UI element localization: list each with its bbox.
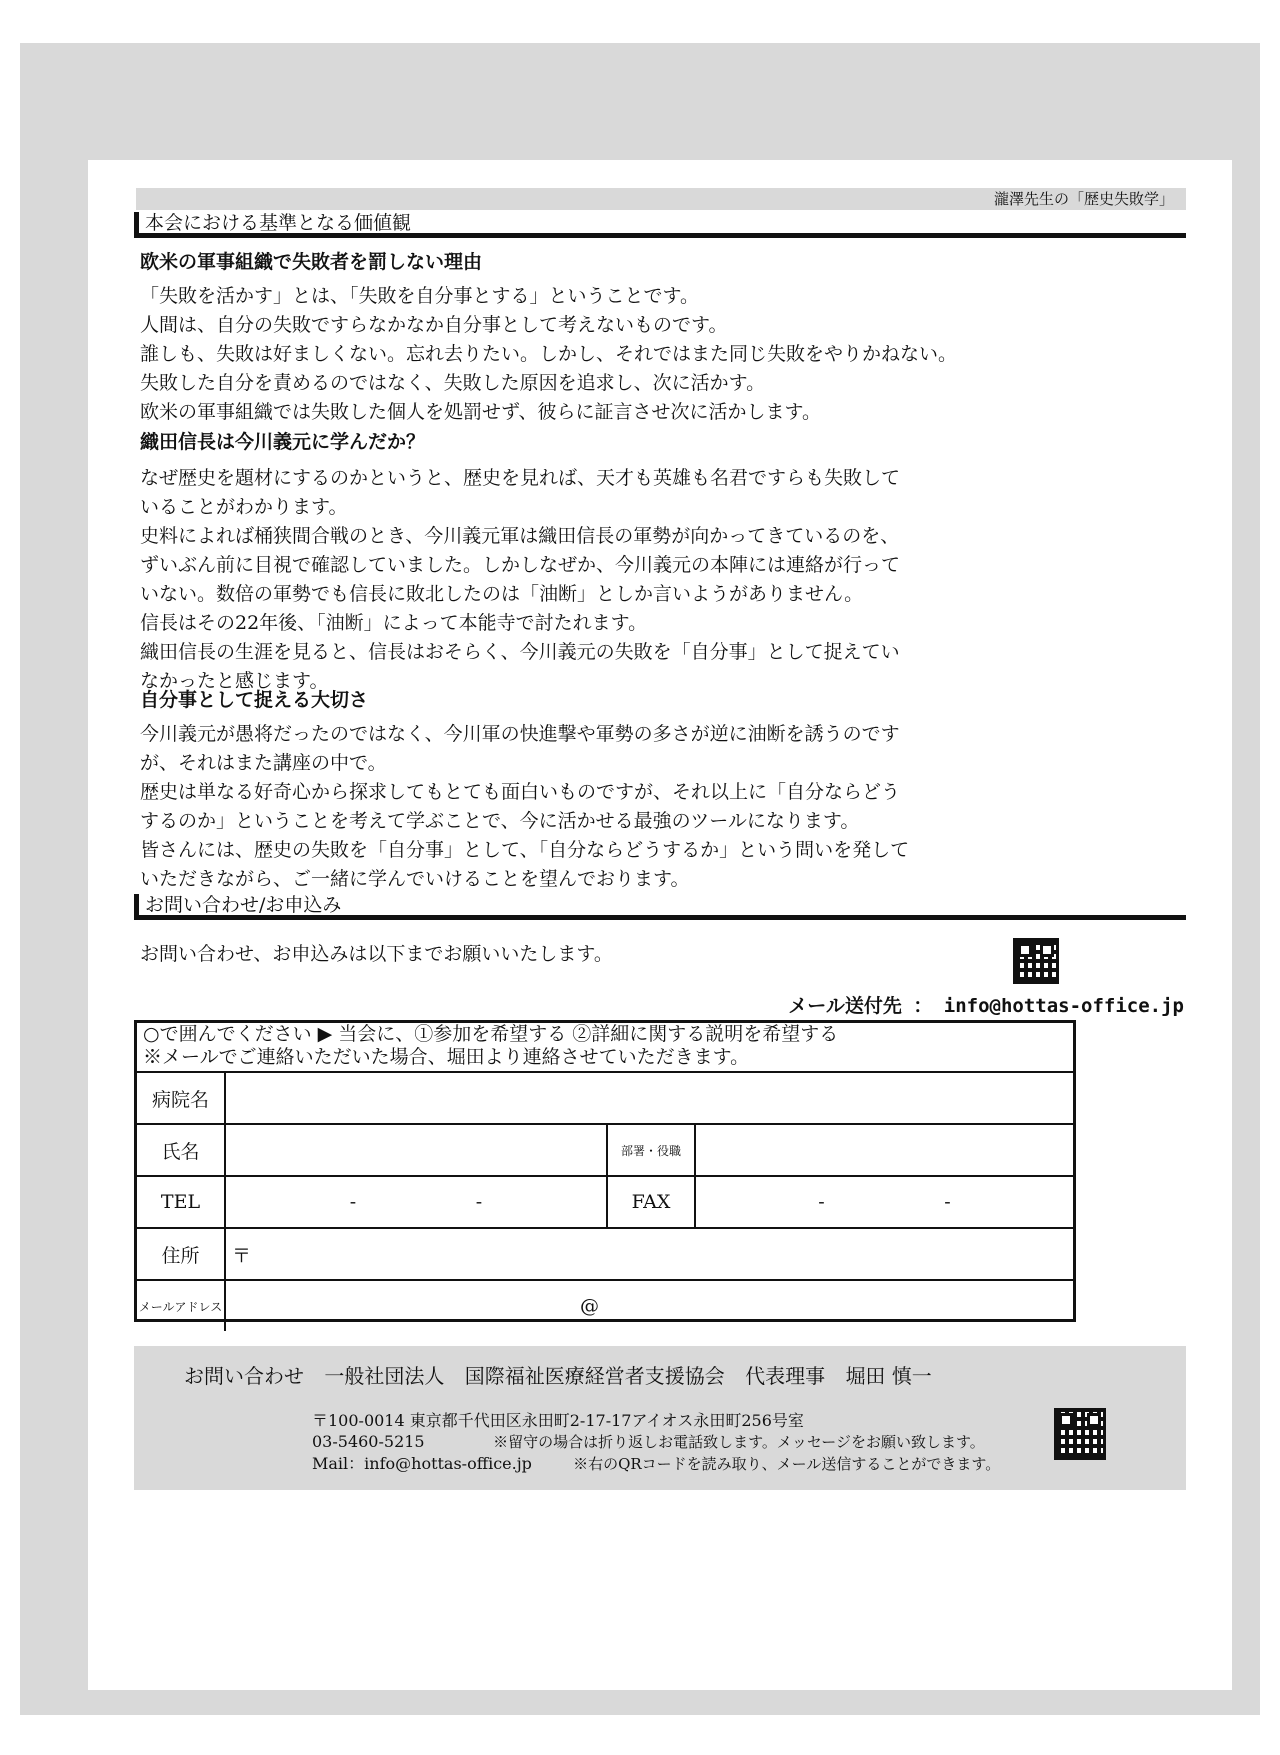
form-notice-line: ○で囲んでください ▶ 当会に、①参加を希望する ②詳細に関する説明を希望する	[143, 1023, 839, 1045]
section-title-values: 本会における基準となる価値観	[134, 212, 1186, 238]
form-notice	[137, 1023, 1073, 1073]
dept-field[interactable]	[695, 1124, 1073, 1176]
text-line: するのか」ということを考えて学ぶことで、今に活かせる最強のツールになります。	[140, 810, 860, 832]
heading-no-punishment: 欧米の軍事組織で失敗者を罰しない理由	[140, 251, 483, 273]
fax-dash: -	[944, 1191, 951, 1213]
text-line: いることがわかります。	[140, 496, 348, 518]
footer-org-name: 国際福祉医療経営者支援協会	[464, 1364, 725, 1388]
footer-org-line	[184, 1364, 946, 1388]
flyer-sheet	[88, 160, 1232, 1690]
text-line: いただきながら、ご一緒に学んでいけることを望んでおります。	[140, 868, 690, 890]
footer-contact-label: お問い合わせ	[184, 1364, 304, 1388]
text-line: 「失敗を活かす」とは、「失敗を自分事とする」ということです。	[140, 285, 699, 307]
text-line: 織田信長の生涯を見ると、信長はおそらく、今川義元の失敗を「自分事」として捉えてい	[140, 641, 900, 663]
tel-dash: -	[475, 1191, 483, 1213]
section-title-contact: お問い合わせ/お申込み	[134, 894, 1186, 920]
contact-intro	[140, 940, 1040, 969]
email-field[interactable]	[225, 1280, 1073, 1331]
paragraph-importance	[140, 720, 1040, 894]
form-row-phone	[137, 1176, 1073, 1228]
footer-role: 代表理事	[745, 1364, 826, 1388]
heading-nobunaga: 織田信長は今川義元に学んだか？	[140, 431, 426, 453]
page-frame	[20, 43, 1260, 1715]
text-line: お問い合わせ、お申込みは以下までお願いいたします。	[140, 943, 613, 965]
name-label: 氏名	[137, 1124, 225, 1176]
form-notice-line: ※メールでご連絡いただいた場合、堀田より連絡させていただきます。	[143, 1046, 750, 1068]
text-line: ずいぶん前に目視で確認していました。しかしなぜか、今川義元の本陣には連絡が行って	[140, 554, 901, 576]
footer-phone: 03-5460-5215	[312, 1432, 425, 1451]
address-label: 住所	[137, 1228, 225, 1280]
address-field[interactable]	[225, 1228, 1073, 1280]
fax-dash: -	[818, 1191, 825, 1213]
qr-code-icon[interactable]	[1013, 938, 1059, 984]
form-row-address	[137, 1228, 1073, 1280]
paragraph-no-punishment	[140, 282, 1040, 427]
form-row-hospital	[137, 1073, 1073, 1124]
form-row-name	[137, 1124, 1073, 1176]
text-line: 信長はその22年後、「油断」によって本能寺で討たれます。	[140, 612, 648, 634]
footer-person: 堀田 慎一	[845, 1364, 932, 1388]
tel-dash: -	[349, 1191, 357, 1213]
fax-label: FAX	[607, 1176, 695, 1228]
text-line: 歴史は単なる好奇心から探求してもとても面白いものですが、それ以上に「自分ならどう	[140, 781, 901, 803]
paragraph-nobunaga	[140, 464, 1040, 696]
hospital-field[interactable]	[225, 1073, 1073, 1124]
text-line: 史料によれば桶狭間合戦のとき、今川義元軍は織田信長の軍勢が向かってきているのを、	[140, 525, 900, 547]
series-title: 瀧澤先生の「歴史失敗学」	[993, 190, 1174, 208]
email-label: メールアドレス	[137, 1280, 225, 1331]
hospital-label: 病院名	[137, 1073, 225, 1124]
footer-phone-note: ※留守の場合は折り返しお電話致します。メッセージをお願い致します。	[493, 1433, 985, 1451]
series-title-bar	[136, 188, 1186, 210]
footer-address: 〒100-0014 東京都千代田区永田町2-17-17アイオス永田町256号室	[312, 1411, 804, 1430]
text-line: 失敗した自分を責めるのではなく、失敗した原因を追求し、次に活かす。	[140, 372, 766, 394]
text-line: 皆さんには、歴史の失敗を「自分事」として、「自分ならどうするか」という問いを発して	[140, 839, 910, 861]
footer-mail[interactable]: Mail：info@hottas-office.jp	[312, 1454, 532, 1473]
text-line: が、それはまた講座の中で。	[140, 752, 387, 774]
text-line: なかったと感じます。	[140, 670, 329, 692]
footer-mail-note: ※右のQRコードを読み取り、メール送信することができます。	[573, 1455, 1001, 1473]
text-line: 人間は、自分の失敗ですらなかなか自分事として考えないものです。	[140, 314, 728, 336]
tel-field[interactable]	[225, 1176, 607, 1228]
mail-destination[interactable]: メール送付先 ： info@hottas-office.jp	[788, 995, 1184, 1017]
qr-code-icon[interactable]	[1054, 1408, 1106, 1460]
postal-mark: 〒	[232, 1244, 252, 1267]
text-line: 今川義元が愚将だったのではなく、今川軍の快進撃や軍勢の多さが逆に油断を誘うのです	[140, 723, 900, 745]
form-table	[137, 1073, 1073, 1331]
text-line: なぜ歴史を題材にするのかというと、歴史を見れば、天才も英雄も名君ですらも失敗して	[140, 467, 901, 489]
form-row-email	[137, 1280, 1073, 1331]
dept-label: 部署・役職	[607, 1124, 695, 1176]
heading-importance: 自分事として捉える大切さ	[140, 689, 369, 711]
text-line: 欧米の軍事組織では失敗した個人を処罰せず、彼らに証言させ次に活かします。	[140, 401, 821, 423]
name-field[interactable]	[225, 1124, 607, 1176]
text-line: いない。数倍の軍勢でも信長に敗北したのは「油断」としか言いようがありません。	[140, 583, 864, 605]
fax-field[interactable]	[695, 1176, 1073, 1228]
tel-label: TEL	[137, 1176, 225, 1228]
footer-address-block	[312, 1410, 1000, 1475]
footer-contact	[134, 1346, 1186, 1490]
application-form	[134, 1020, 1076, 1322]
text-line: 誰しも、失敗は好ましくない。忘れ去りたい。しかし、それではまた同じ失敗をやりかねない。	[140, 343, 958, 365]
at-mark: @	[580, 1295, 599, 1317]
footer-org-type: 一般社団法人	[324, 1364, 445, 1388]
